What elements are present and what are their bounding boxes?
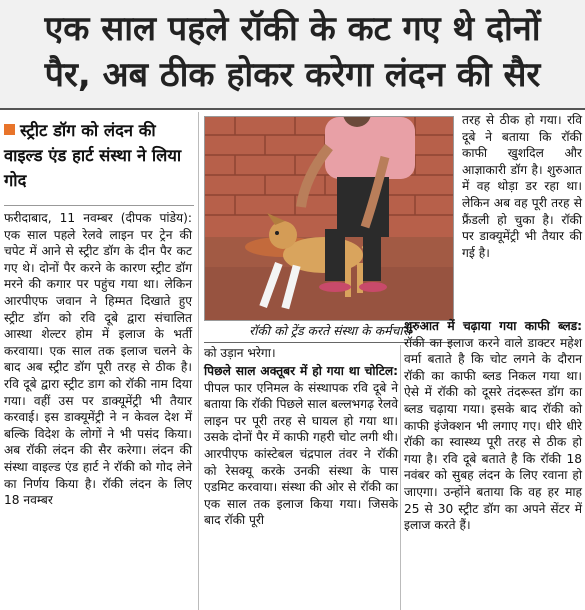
article-photo [204,116,454,321]
column-4-text: रॉकी का इलाज करने वाले डाक्टर महेश वर्मा बताते है कि चोट लगने के दौरान रॉकी का काफी ब्लड निकल गया था। ऐसे में रॉकी को दूसरे तंदरूस्त डॉग का ब्लड चढ़ाया गया। इसके बाद रॉकी को काफी इंजेक्शन भी लगाए गए। धीरे धीरे रॉकी का स्वास्थ्य पूरी तरह से ठीक हो गया है। रवि दूबे बताते है कि रॉकी 18 नवंबर को सुबह लंदन के लिए रवाना हो जाएगा। उन्होंने बताया कि वह हर माह 25 से 30 स्ट्रीट डॉग का अपने सेंटर में इलाज करते हैं। [404,335,582,533]
column-divider [198,112,199,610]
column-3-text: तरह से ठीक हो गया। रवि दूबे ने बताया कि रॉकी काफी खुशदिल और आज्ञाकारी डॉग है। शुरुआत में वह थोड़ा डर रहा था। लेकिन अब वह पूरी तरह से फ्रैंडली हो चुका है। रॉकी पर डाक्यूमेंट्री भी तैयार की गई है। [462,113,582,260]
bullet-square-icon [4,124,15,135]
subheadline [4,118,194,193]
column-divider [400,345,401,610]
column-2-text: पीपल फार एनिमल के संस्थापक रवि दूबे ने बताया कि रॉकी पिछले साल बल्लभगढ़ रेलवे लाइन पर पूरी तरह से घायल हो गया था। उसके दोनों पैर में काफी गहरी चोट लगी थी। आरपीएफ कांस्टेबल चंद्रपाल तंवर ने रॉकी को रेसक्यू करके उनकी संस्था के पास एडमिट करवाया। संस्था की ओर से रॉकी का एक साल तक इलाज किया गया। जिसके बाद रॉकी पूरी [204,380,398,528]
headline [0,0,585,108]
article-column-1 [4,210,192,509]
headline-line-2: पैर, अब ठीक होकर करेगा लंदन की सैर [44,55,541,95]
article-column-3 [462,112,582,261]
photo-caption: रॉकी को ट्रेंड करते संस्था के कर्मचारी [204,320,456,343]
headline-divider [0,108,585,110]
article-column-4 [404,318,582,534]
column-1-text: एक साल पहले रेलवे लाइन पर ट्रेन की चपेट में आने से स्ट्रीट डॉग के दीन पैर कट गए थे। दोनों पैर करने के कारण स्ट्रीट डॉग मरने की कगार पर पहुंच गया था। लेकिन आरपीएफ जवान ने हिम्मत दिखाते हुए स्ट्रीट डॉग को रवि दूबे द्वारा संचालित आस्था शेल्टर होम में इलाज के भर्ती करवाया। एक साल तक इलाज चलने के बाद अब स्ट्रीट डॉग पूरी तरह से ठीक है। रवि दूबे द्वारा स्ट्रीट डाग को रॉकी नाम दिया गया। वहीं उस पर डाक्यूमेंट्री भी तैयार करवाई। इस डाक्यूमेंट्री ने न केवल देश में बल्कि विदेश के लोगों ने भी पसंद किया। अब रॉकी लंदन की सैर करेगा। लंदन की संस्था वाइल्ड एंड हार्ट ने रॉकी को गोद लेने का निर्णय किया है। रॉकी लंदन के लिए 18 नवम्बर [4,227,192,508]
subheadline-divider [4,205,194,206]
subheadline-text: स्ट्रीट डॉग को लंदन की वाइल्ड एंड हार्ट संस्था ने लिया गोद [4,121,182,190]
column-2-top-text: को उड़ान भरेगा। [204,346,276,360]
section-heading: पिछले साल अक्तूबर में हो गया था चोटिल: [204,364,398,378]
dateline: फरीदाबाद, 11 नवम्बर (दीपक पांडेय): [4,211,192,225]
section-heading: शुरुआत में चढ़ाया गया काफी ब्लड: [404,319,582,333]
article-column-2 [204,363,398,529]
headline-line-1: एक साल पहले रॉकी के कट गए थे दोनों [44,9,541,49]
article-column-2-top [204,345,398,362]
photo-dog-training-image [205,117,453,320]
